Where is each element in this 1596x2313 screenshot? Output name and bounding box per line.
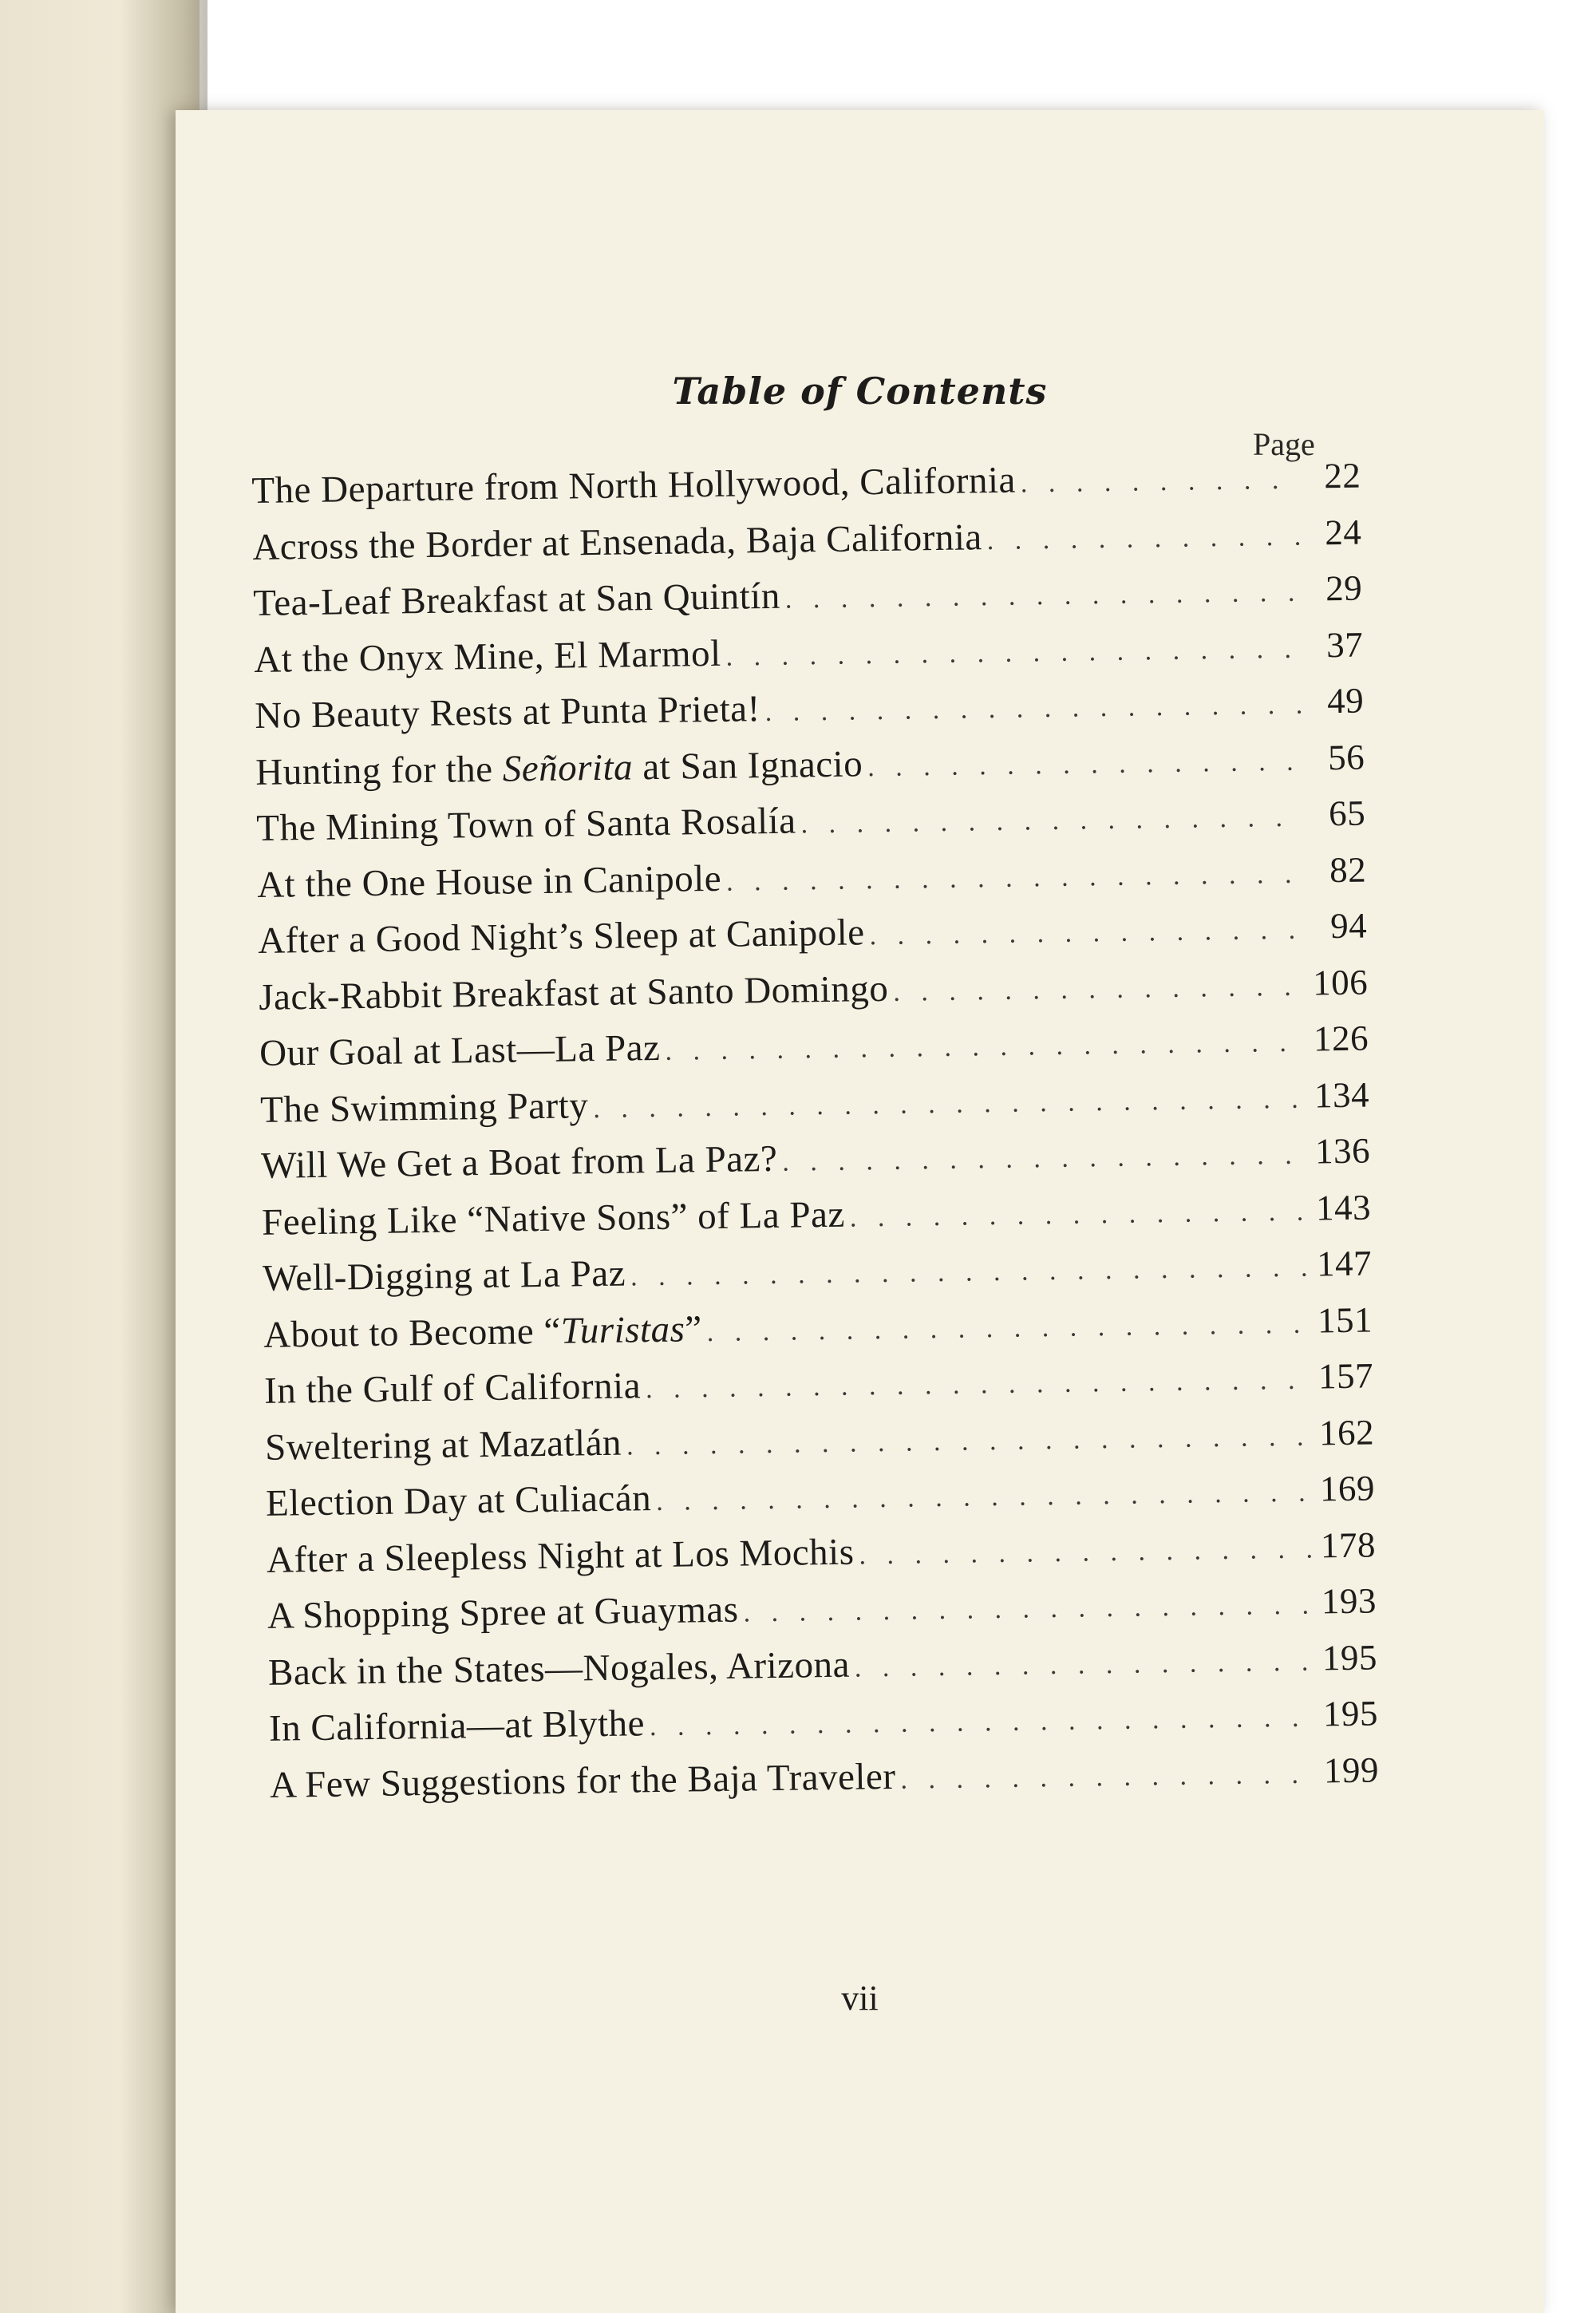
dot-leader <box>726 859 1305 897</box>
dot-leader <box>859 1534 1314 1571</box>
dot-leader <box>986 521 1299 556</box>
toc-entry-page: 157 <box>1317 1355 1374 1397</box>
page-number: vii <box>841 1979 879 2018</box>
dot-leader <box>869 915 1305 952</box>
dot-leader <box>593 1084 1307 1124</box>
dot-leader <box>725 634 1301 672</box>
page-column-label: Page <box>1253 426 1315 462</box>
dot-leader <box>800 803 1303 840</box>
toc-entry-page: 22 <box>1323 455 1361 496</box>
dot-leader <box>706 1309 1310 1348</box>
dot-leader <box>650 1703 1316 1743</box>
dot-leader <box>630 1253 1310 1293</box>
toc-entry-page: 49 <box>1326 680 1365 722</box>
toc-entry-title: Our Goal at Last—La Paz <box>259 1026 661 1074</box>
toc-entry-title-part: Hunting for the <box>255 748 504 793</box>
dot-leader <box>867 746 1303 783</box>
toc-entry-page: 162 <box>1318 1411 1375 1453</box>
toc-entry-title: Jack-Rabbit Breakfast at Santo Domingo <box>258 967 889 1018</box>
toc-entry-title: The Departure from North Hollywood, California <box>251 459 1017 512</box>
toc-entry-title: A Few Suggestions for the Baja Traveler <box>269 1755 896 1806</box>
toc-entry-page: 151 <box>1317 1299 1373 1340</box>
toc-entry-page: 136 <box>1314 1130 1371 1172</box>
toc-entry-title: Election Day at Culiacán <box>265 1477 652 1524</box>
dot-leader <box>900 1759 1317 1795</box>
dot-leader <box>855 1647 1316 1683</box>
toc-entry-title-part: at San Ignacio <box>632 742 863 788</box>
toc-entry-page: 56 <box>1327 737 1365 777</box>
toc-entry-page: 169 <box>1319 1468 1376 1509</box>
toc-entry-title-italic: Señorita <box>502 745 634 790</box>
toc-entry-page: 193 <box>1321 1580 1377 1622</box>
toc-entry-page: 195 <box>1322 1693 1379 1734</box>
toc-entry-page: 106 <box>1312 962 1369 1002</box>
toc-entry-title: Feeling Like “Native Sons” of La Paz <box>261 1193 846 1243</box>
toc-entry-page: 24 <box>1324 512 1362 552</box>
dot-leader <box>646 1366 1312 1406</box>
toc-entry-title-part: ” <box>684 1307 703 1350</box>
dot-leader <box>665 1028 1306 1067</box>
toc-entry-title: Tea-Leaf Breakfast at San Quintín <box>252 575 781 624</box>
toc-entry-page: 195 <box>1321 1636 1378 1678</box>
toc-entry-title: In the Gulf of California <box>263 1365 642 1412</box>
toc-entry-title <box>255 742 863 794</box>
book-page <box>176 110 1544 2313</box>
page-title: Table of Contents <box>672 370 1048 413</box>
toc-entry-title: In California—at Blythe <box>268 1702 646 1750</box>
dot-leader <box>782 1141 1308 1178</box>
toc-entry-page: 147 <box>1316 1243 1373 1284</box>
toc-entry-title: The Swimming Party <box>259 1084 589 1131</box>
toc-entry-title: The Mining Town of Santa Rosalía <box>255 800 796 849</box>
toc-entry-title: Back in the States—Nogales, Arizona <box>267 1643 851 1694</box>
dot-leader <box>656 1478 1313 1517</box>
toc-entry-title: A Shopping Spree at Guaymas <box>267 1588 739 1637</box>
toc-entry-title: After a Good Night’s Sleep at Canipole <box>257 911 865 962</box>
toc-entry-title: After a Sleepless Night at Los Mochis <box>266 1531 855 1581</box>
toc-list <box>251 454 1379 1820</box>
toc-entry-title-part: About to Become “ <box>263 1310 562 1356</box>
toc-entry-title: At the Onyx Mine, El Marmol <box>253 632 721 681</box>
toc-entry-title: No Beauty Rests at Punta Prieta! <box>254 688 761 737</box>
toc-entry-page: 134 <box>1314 1074 1370 1115</box>
toc-entry-title <box>263 1307 702 1357</box>
toc-entry-page: 94 <box>1329 905 1368 947</box>
dot-leader <box>850 1196 1310 1233</box>
toc-entry-page: 126 <box>1313 1018 1369 1059</box>
dot-leader <box>743 1591 1314 1629</box>
toc-entry-page: 199 <box>1323 1749 1380 1790</box>
dot-leader <box>764 690 1302 728</box>
toc-entry-page: 143 <box>1315 1187 1372 1228</box>
dot-leader <box>785 578 1301 615</box>
dot-leader <box>626 1421 1313 1461</box>
toc-entry-title: At the One House in Canipole <box>256 857 722 906</box>
toc-entry-page: 82 <box>1329 849 1367 890</box>
toc-entry-page: 37 <box>1325 624 1364 665</box>
toc-entry-title: Across the Border at Ensenada, Baja California <box>251 516 983 568</box>
dot-leader <box>1021 465 1299 500</box>
toc-entry-title: Will We Get a Boat from La Paz? <box>260 1137 778 1187</box>
toc-entry-page: 65 <box>1328 793 1366 834</box>
toc-entry-page: 178 <box>1320 1524 1377 1565</box>
toc-entry-title: Well-Digging at La Paz <box>262 1252 626 1299</box>
toc-entry-title: Sweltering at Mazatlán <box>264 1421 622 1469</box>
toc-entry-page: 29 <box>1325 567 1363 609</box>
dot-leader <box>893 971 1306 1007</box>
toc-entry-title-italic: Turistas <box>560 1308 685 1352</box>
